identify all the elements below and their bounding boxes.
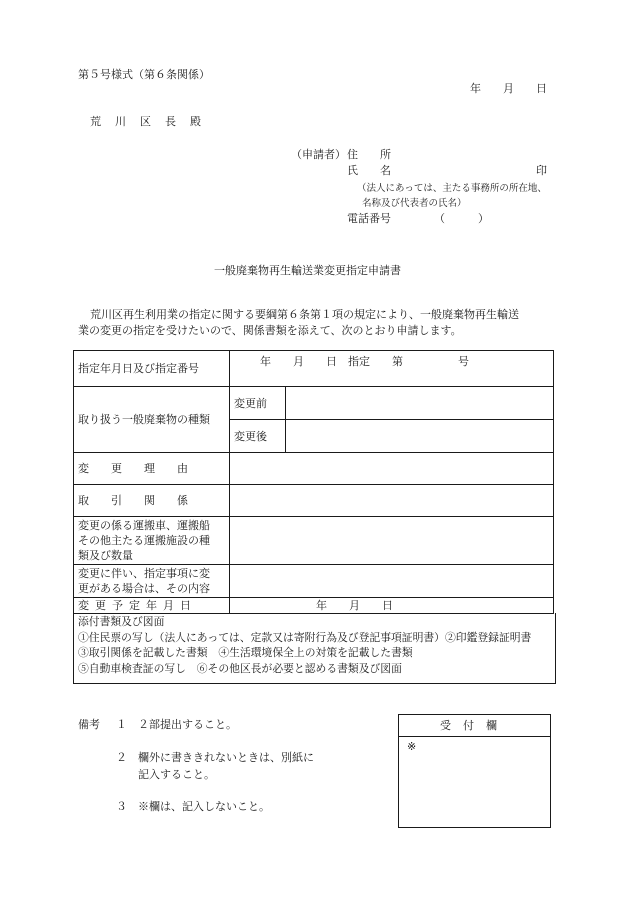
waste-type-label: 取り扱う一般廃棄物の種類 [74, 387, 230, 453]
change-reason-row [74, 453, 554, 485]
remark-2-text: 欄外に書ききれないときは、別紙に [138, 751, 314, 764]
attachment-line-1: ①住民票の写し（法人にあっては、定款又は寄附行為及び登記事項証明書）②印鑑登録証明書 [78, 630, 532, 644]
planned-date-label: 変更予定年月日 [74, 598, 230, 614]
remark-1-text: ２部提出すること。 [138, 718, 237, 731]
intro-line-2: 業の変更の指定を受けたいので、関係書類を添えて、次のとおり申請します。 [78, 324, 462, 337]
planned-date-value[interactable]: 年 月 日 [230, 598, 554, 614]
form-number: 第５号様式（第６条関係） [78, 68, 210, 81]
vehicles-row [74, 517, 554, 565]
vehicles-label-line2: その他主たる運搬施設の種 [78, 534, 210, 547]
reception-mark: ※ [407, 740, 417, 753]
reception-box [398, 714, 551, 828]
designation-label: 指定年月日及び指定番号 [74, 351, 230, 387]
remark-1-number: １ [116, 718, 127, 731]
designation-value[interactable]: 年 月 日 指定 第 号 [230, 351, 554, 387]
designated-items-field[interactable] [230, 565, 554, 598]
designated-items-label-line2: 更がある場合は、その内容 [78, 582, 210, 595]
after-change-label: 変更後 [230, 420, 286, 453]
addressee: 荒川区長殿 [90, 115, 215, 128]
remark-3-number: ３ [116, 800, 127, 813]
after-change-field[interactable] [286, 420, 554, 453]
change-reason-label: 変更理由 [74, 453, 230, 485]
attachment-line-2: ③取引関係を記載した書類 ④生活環境保全上の対策を記載した書類 [78, 646, 413, 659]
designated-items-label [74, 565, 230, 598]
application-table [73, 350, 554, 614]
business-relation-field[interactable] [230, 485, 554, 517]
change-reason-field[interactable] [230, 453, 554, 485]
designated-items-row [74, 565, 554, 598]
date-line: 年 月 日 [470, 82, 547, 95]
corporate-note-line2: 名称及び代表者の氏名） [362, 198, 467, 209]
phone-parens: （ ） [434, 212, 489, 225]
reception-heading: 受付欄 [399, 715, 550, 737]
applicant-label: （申請者） [291, 148, 346, 161]
address-label: 住 所 [347, 148, 391, 161]
attachments-heading: 添付書類及び図面 [78, 615, 165, 628]
seal-mark: 印 [536, 164, 547, 177]
vehicles-label-line1: 変更の係る運搬車、運搬船 [78, 519, 210, 532]
phone-label: 電話番号 [347, 212, 391, 225]
name-label: 氏 名 [347, 164, 391, 177]
attachments-section [73, 613, 556, 684]
planned-date-row [74, 598, 554, 614]
before-change-label: 変更前 [230, 387, 286, 420]
corporate-note-line1: （法人にあっては、主たる事務所の所在地、 [357, 183, 547, 194]
waste-type-row [74, 387, 554, 420]
vehicles-field[interactable] [230, 517, 554, 565]
remarks-label: 備考 [78, 718, 100, 731]
designated-items-label-line1: 変更に伴い、指定事項に変 [78, 567, 210, 580]
remark-2-number: ２ [116, 751, 127, 764]
document-title: 一般廃棄物再生輸送業変更指定申請書 [214, 264, 401, 277]
business-relation-label: 取引関係 [74, 485, 230, 517]
vehicles-label-line3: 類及び数量 [78, 549, 133, 562]
business-relation-row [74, 485, 554, 517]
remark-2-text-cont: 記入すること。 [138, 768, 215, 781]
intro-line-1: 荒川区再生利用業の指定に関する要綱第６条第１項の規定により、一般廃棄物再生輸送 [90, 308, 519, 321]
attachment-line-3: ⑤自動車検査証の写し ⑥その他区長が必要と認める書類及び図面 [78, 661, 402, 675]
vehicles-label [74, 517, 230, 565]
remark-3-text: ※欄は、記入しないこと。 [138, 800, 270, 813]
before-change-field[interactable] [286, 387, 554, 420]
designation-row [74, 351, 554, 387]
